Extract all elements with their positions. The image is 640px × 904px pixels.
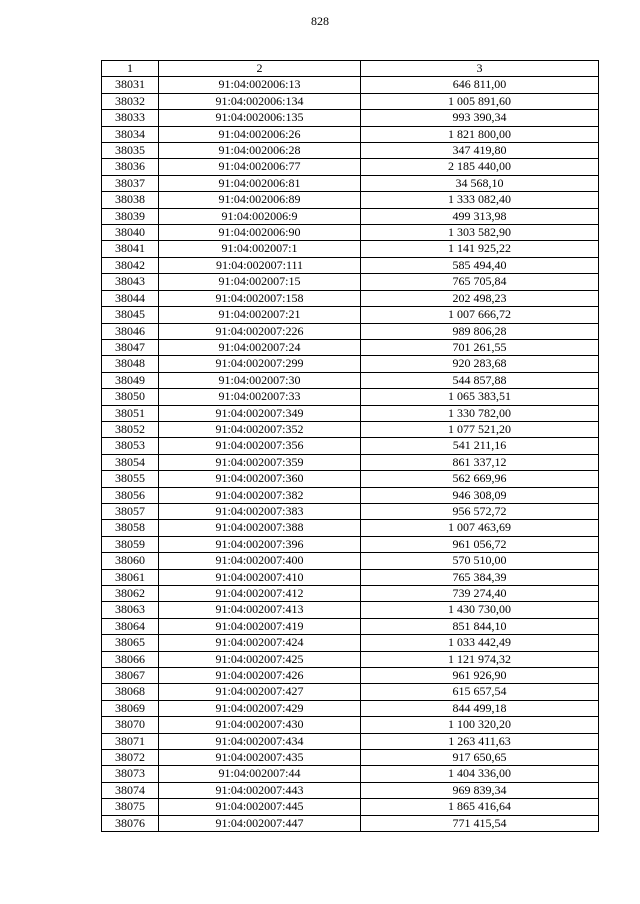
table-row <box>102 766 599 782</box>
cadastral-value-cell: 920 283,68 <box>361 356 599 372</box>
row-number-cell: 38057 <box>102 503 159 519</box>
table-row <box>102 339 599 355</box>
cadastral-number-cell: 91:04:002007:434 <box>159 733 361 749</box>
cadastral-value-cell: 771 415,54 <box>361 815 599 831</box>
cadastral-value-cell: 961 056,72 <box>361 536 599 552</box>
cadastral-value-cell: 851 844,10 <box>361 618 599 634</box>
cadastral-value-cell: 1 821 800,00 <box>361 126 599 142</box>
cadastral-number-cell: 91:04:002007:24 <box>159 339 361 355</box>
row-number-cell: 38031 <box>102 77 159 93</box>
cadastral-value-cell: 1 005 891,60 <box>361 93 599 109</box>
cadastral-number-cell: 91:04:002007:427 <box>159 684 361 700</box>
row-number-cell: 38062 <box>102 586 159 602</box>
table-row <box>102 717 599 733</box>
row-number-cell: 38059 <box>102 536 159 552</box>
cadastral-number-cell: 91:04:002007:15 <box>159 274 361 290</box>
cadastral-value-table <box>101 60 599 832</box>
cadastral-number-cell: 91:04:002007:396 <box>159 536 361 552</box>
cadastral-value-cell: 917 650,65 <box>361 750 599 766</box>
cadastral-number-cell: 91:04:002007:429 <box>159 700 361 716</box>
header-row <box>102 61 599 77</box>
row-number-cell: 38065 <box>102 635 159 651</box>
cadastral-value-cell: 1 065 383,51 <box>361 389 599 405</box>
table-row <box>102 421 599 437</box>
row-number-cell: 38056 <box>102 487 159 503</box>
row-number-cell: 38060 <box>102 553 159 569</box>
table-row <box>102 126 599 142</box>
table-row <box>102 175 599 191</box>
row-number-cell: 38063 <box>102 602 159 618</box>
row-number-cell: 38034 <box>102 126 159 142</box>
table-row <box>102 405 599 421</box>
row-number-cell: 38058 <box>102 520 159 536</box>
cadastral-number-cell: 91:04:002006:13 <box>159 77 361 93</box>
cadastral-number-cell: 91:04:002007:413 <box>159 602 361 618</box>
cadastral-value-cell: 861 337,12 <box>361 454 599 470</box>
cadastral-number-cell: 91:04:002007:360 <box>159 471 361 487</box>
cadastral-number-cell: 91:04:002007:44 <box>159 766 361 782</box>
table-row <box>102 77 599 93</box>
column-header-number: 1 <box>102 61 159 77</box>
row-number-cell: 38038 <box>102 192 159 208</box>
cadastral-value-cell: 541 211,16 <box>361 438 599 454</box>
table-row <box>102 618 599 634</box>
cadastral-value-cell: 499 313,98 <box>361 208 599 224</box>
row-number-cell: 38053 <box>102 438 159 454</box>
row-number-cell: 38070 <box>102 717 159 733</box>
cadastral-value-cell: 34 568,10 <box>361 175 599 191</box>
page-number: 828 <box>311 14 329 28</box>
cadastral-value-cell: 646 811,00 <box>361 77 599 93</box>
cadastral-value-cell: 844 499,18 <box>361 700 599 716</box>
cadastral-number-cell: 91:04:002007:400 <box>159 553 361 569</box>
row-number-cell: 38035 <box>102 143 159 159</box>
cadastral-value-cell: 961 926,90 <box>361 668 599 684</box>
column-header-cadastral-number: 2 <box>159 61 361 77</box>
cadastral-number-cell: 91:04:002006:81 <box>159 175 361 191</box>
cadastral-number-cell: 91:04:002007:383 <box>159 503 361 519</box>
cadastral-number-cell: 91:04:002007:388 <box>159 520 361 536</box>
cadastral-number-cell: 91:04:002007:382 <box>159 487 361 503</box>
table-row <box>102 635 599 651</box>
cadastral-number-cell: 91:04:002007:158 <box>159 290 361 306</box>
cadastral-number-cell: 91:04:002006:26 <box>159 126 361 142</box>
table-row <box>102 323 599 339</box>
cadastral-value-cell: 765 384,39 <box>361 569 599 585</box>
table-row <box>102 684 599 700</box>
table-header <box>102 61 599 77</box>
cadastral-number-cell: 91:04:002006:135 <box>159 110 361 126</box>
row-number-cell: 38045 <box>102 307 159 323</box>
cadastral-value-cell: 347 419,80 <box>361 143 599 159</box>
cadastral-number-cell: 91:04:002007:412 <box>159 586 361 602</box>
cadastral-value-cell: 1 007 463,69 <box>361 520 599 536</box>
table-row <box>102 536 599 552</box>
cadastral-value-cell: 1 404 336,00 <box>361 766 599 782</box>
table-row <box>102 815 599 831</box>
row-number-cell: 38066 <box>102 651 159 667</box>
row-number-cell: 38051 <box>102 405 159 421</box>
row-number-cell: 38033 <box>102 110 159 126</box>
cadastral-number-cell: 91:04:002007:447 <box>159 815 361 831</box>
cadastral-value-cell: 615 657,54 <box>361 684 599 700</box>
cadastral-value-cell: 1 263 411,63 <box>361 733 599 749</box>
row-number-cell: 38061 <box>102 569 159 585</box>
row-number-cell: 38075 <box>102 799 159 815</box>
row-number-cell: 38064 <box>102 618 159 634</box>
cadastral-number-cell: 91:04:002007:426 <box>159 668 361 684</box>
row-number-cell: 38046 <box>102 323 159 339</box>
table-row <box>102 471 599 487</box>
cadastral-number-cell: 91:04:002007:21 <box>159 307 361 323</box>
table-row <box>102 389 599 405</box>
row-number-cell: 38072 <box>102 750 159 766</box>
table-row <box>102 110 599 126</box>
cadastral-number-cell: 91:04:002007:419 <box>159 618 361 634</box>
table-row <box>102 700 599 716</box>
cadastral-number-cell: 91:04:002006:9 <box>159 208 361 224</box>
cadastral-value-cell: 969 839,34 <box>361 782 599 798</box>
cadastral-value-cell: 544 857,88 <box>361 372 599 388</box>
table-row <box>102 192 599 208</box>
row-number-cell: 38067 <box>102 668 159 684</box>
row-number-cell: 38037 <box>102 175 159 191</box>
table-row <box>102 356 599 372</box>
table-row <box>102 750 599 766</box>
table-row <box>102 438 599 454</box>
table-row <box>102 520 599 536</box>
cadastral-number-cell: 91:04:002007:430 <box>159 717 361 733</box>
cadastral-value-cell: 585 494,40 <box>361 257 599 273</box>
row-number-cell: 38048 <box>102 356 159 372</box>
row-number-cell: 38044 <box>102 290 159 306</box>
cadastral-number-cell: 91:04:002007:424 <box>159 635 361 651</box>
table-row <box>102 586 599 602</box>
table-row <box>102 93 599 109</box>
cadastral-value-cell: 701 261,55 <box>361 339 599 355</box>
cadastral-value-cell: 739 274,40 <box>361 586 599 602</box>
row-number-cell: 38043 <box>102 274 159 290</box>
cadastral-number-cell: 91:04:002006:89 <box>159 192 361 208</box>
row-number-cell: 38041 <box>102 241 159 257</box>
table-row <box>102 143 599 159</box>
table-row <box>102 241 599 257</box>
cadastral-value-cell: 993 390,34 <box>361 110 599 126</box>
table-row <box>102 651 599 667</box>
cadastral-value-cell: 1 333 082,40 <box>361 192 599 208</box>
cadastral-value-cell: 1 100 320,20 <box>361 717 599 733</box>
cadastral-number-cell: 91:04:002007:226 <box>159 323 361 339</box>
row-number-cell: 38071 <box>102 733 159 749</box>
cadastral-value-cell: 1 033 442,49 <box>361 635 599 651</box>
cadastral-number-cell: 91:04:002007:435 <box>159 750 361 766</box>
row-number-cell: 38039 <box>102 208 159 224</box>
table-row <box>102 372 599 388</box>
cadastral-value-cell: 1 141 925,22 <box>361 241 599 257</box>
table-row <box>102 503 599 519</box>
table-row <box>102 668 599 684</box>
table-row <box>102 782 599 798</box>
cadastral-value-cell: 1 121 974,32 <box>361 651 599 667</box>
table-row <box>102 454 599 470</box>
table-row <box>102 208 599 224</box>
row-number-cell: 38055 <box>102 471 159 487</box>
cadastral-number-cell: 91:04:002007:30 <box>159 372 361 388</box>
cadastral-number-cell: 91:04:002007:356 <box>159 438 361 454</box>
row-number-cell: 38076 <box>102 815 159 831</box>
cadastral-value-cell: 989 806,28 <box>361 323 599 339</box>
cadastral-number-cell: 91:04:002007:445 <box>159 799 361 815</box>
cadastral-number-cell: 91:04:002007:359 <box>159 454 361 470</box>
cadastral-number-cell: 91:04:002006:77 <box>159 159 361 175</box>
cadastral-number-cell: 91:04:002006:28 <box>159 143 361 159</box>
row-number-cell: 38036 <box>102 159 159 175</box>
row-number-cell: 38047 <box>102 339 159 355</box>
cadastral-value-cell: 1 330 782,00 <box>361 405 599 421</box>
row-number-cell: 38049 <box>102 372 159 388</box>
table-row <box>102 553 599 569</box>
cadastral-number-cell: 91:04:002006:90 <box>159 225 361 241</box>
table-row <box>102 257 599 273</box>
table-row <box>102 225 599 241</box>
cadastral-value-cell: 1 077 521,20 <box>361 421 599 437</box>
table-row <box>102 159 599 175</box>
row-number-cell: 38052 <box>102 421 159 437</box>
row-number-cell: 38069 <box>102 700 159 716</box>
column-header-value: 3 <box>361 61 599 77</box>
row-number-cell: 38054 <box>102 454 159 470</box>
table-body <box>102 77 599 832</box>
cadastral-value-cell: 1 303 582,90 <box>361 225 599 241</box>
cadastral-value-cell: 1 865 416,64 <box>361 799 599 815</box>
table-row <box>102 274 599 290</box>
cadastral-number-cell: 91:04:002007:352 <box>159 421 361 437</box>
table-row <box>102 307 599 323</box>
cadastral-value-cell: 202 498,23 <box>361 290 599 306</box>
row-number-cell: 38068 <box>102 684 159 700</box>
table-row <box>102 290 599 306</box>
table-row <box>102 487 599 503</box>
row-number-cell: 38040 <box>102 225 159 241</box>
row-number-cell: 38074 <box>102 782 159 798</box>
cadastral-number-cell: 91:04:002007:1 <box>159 241 361 257</box>
table-row <box>102 569 599 585</box>
cadastral-value-cell: 1 007 666,72 <box>361 307 599 323</box>
table-row <box>102 733 599 749</box>
cadastral-value-cell: 956 572,72 <box>361 503 599 519</box>
table-row <box>102 602 599 618</box>
cadastral-value-cell: 570 510,00 <box>361 553 599 569</box>
cadastral-value-cell: 946 308,09 <box>361 487 599 503</box>
table-row <box>102 799 599 815</box>
cadastral-number-cell: 91:04:002006:134 <box>159 93 361 109</box>
cadastral-value-cell: 1 430 730,00 <box>361 602 599 618</box>
cadastral-number-cell: 91:04:002007:299 <box>159 356 361 372</box>
row-number-cell: 38050 <box>102 389 159 405</box>
cadastral-number-cell: 91:04:002007:443 <box>159 782 361 798</box>
cadastral-number-cell: 91:04:002007:410 <box>159 569 361 585</box>
row-number-cell: 38073 <box>102 766 159 782</box>
cadastral-value-cell: 765 705,84 <box>361 274 599 290</box>
cadastral-value-cell: 2 185 440,00 <box>361 159 599 175</box>
cadastral-number-cell: 91:04:002007:349 <box>159 405 361 421</box>
cadastral-value-cell: 562 669,96 <box>361 471 599 487</box>
cadastral-number-cell: 91:04:002007:33 <box>159 389 361 405</box>
row-number-cell: 38042 <box>102 257 159 273</box>
cadastral-number-cell: 91:04:002007:425 <box>159 651 361 667</box>
cadastral-number-cell: 91:04:002007:111 <box>159 257 361 273</box>
row-number-cell: 38032 <box>102 93 159 109</box>
